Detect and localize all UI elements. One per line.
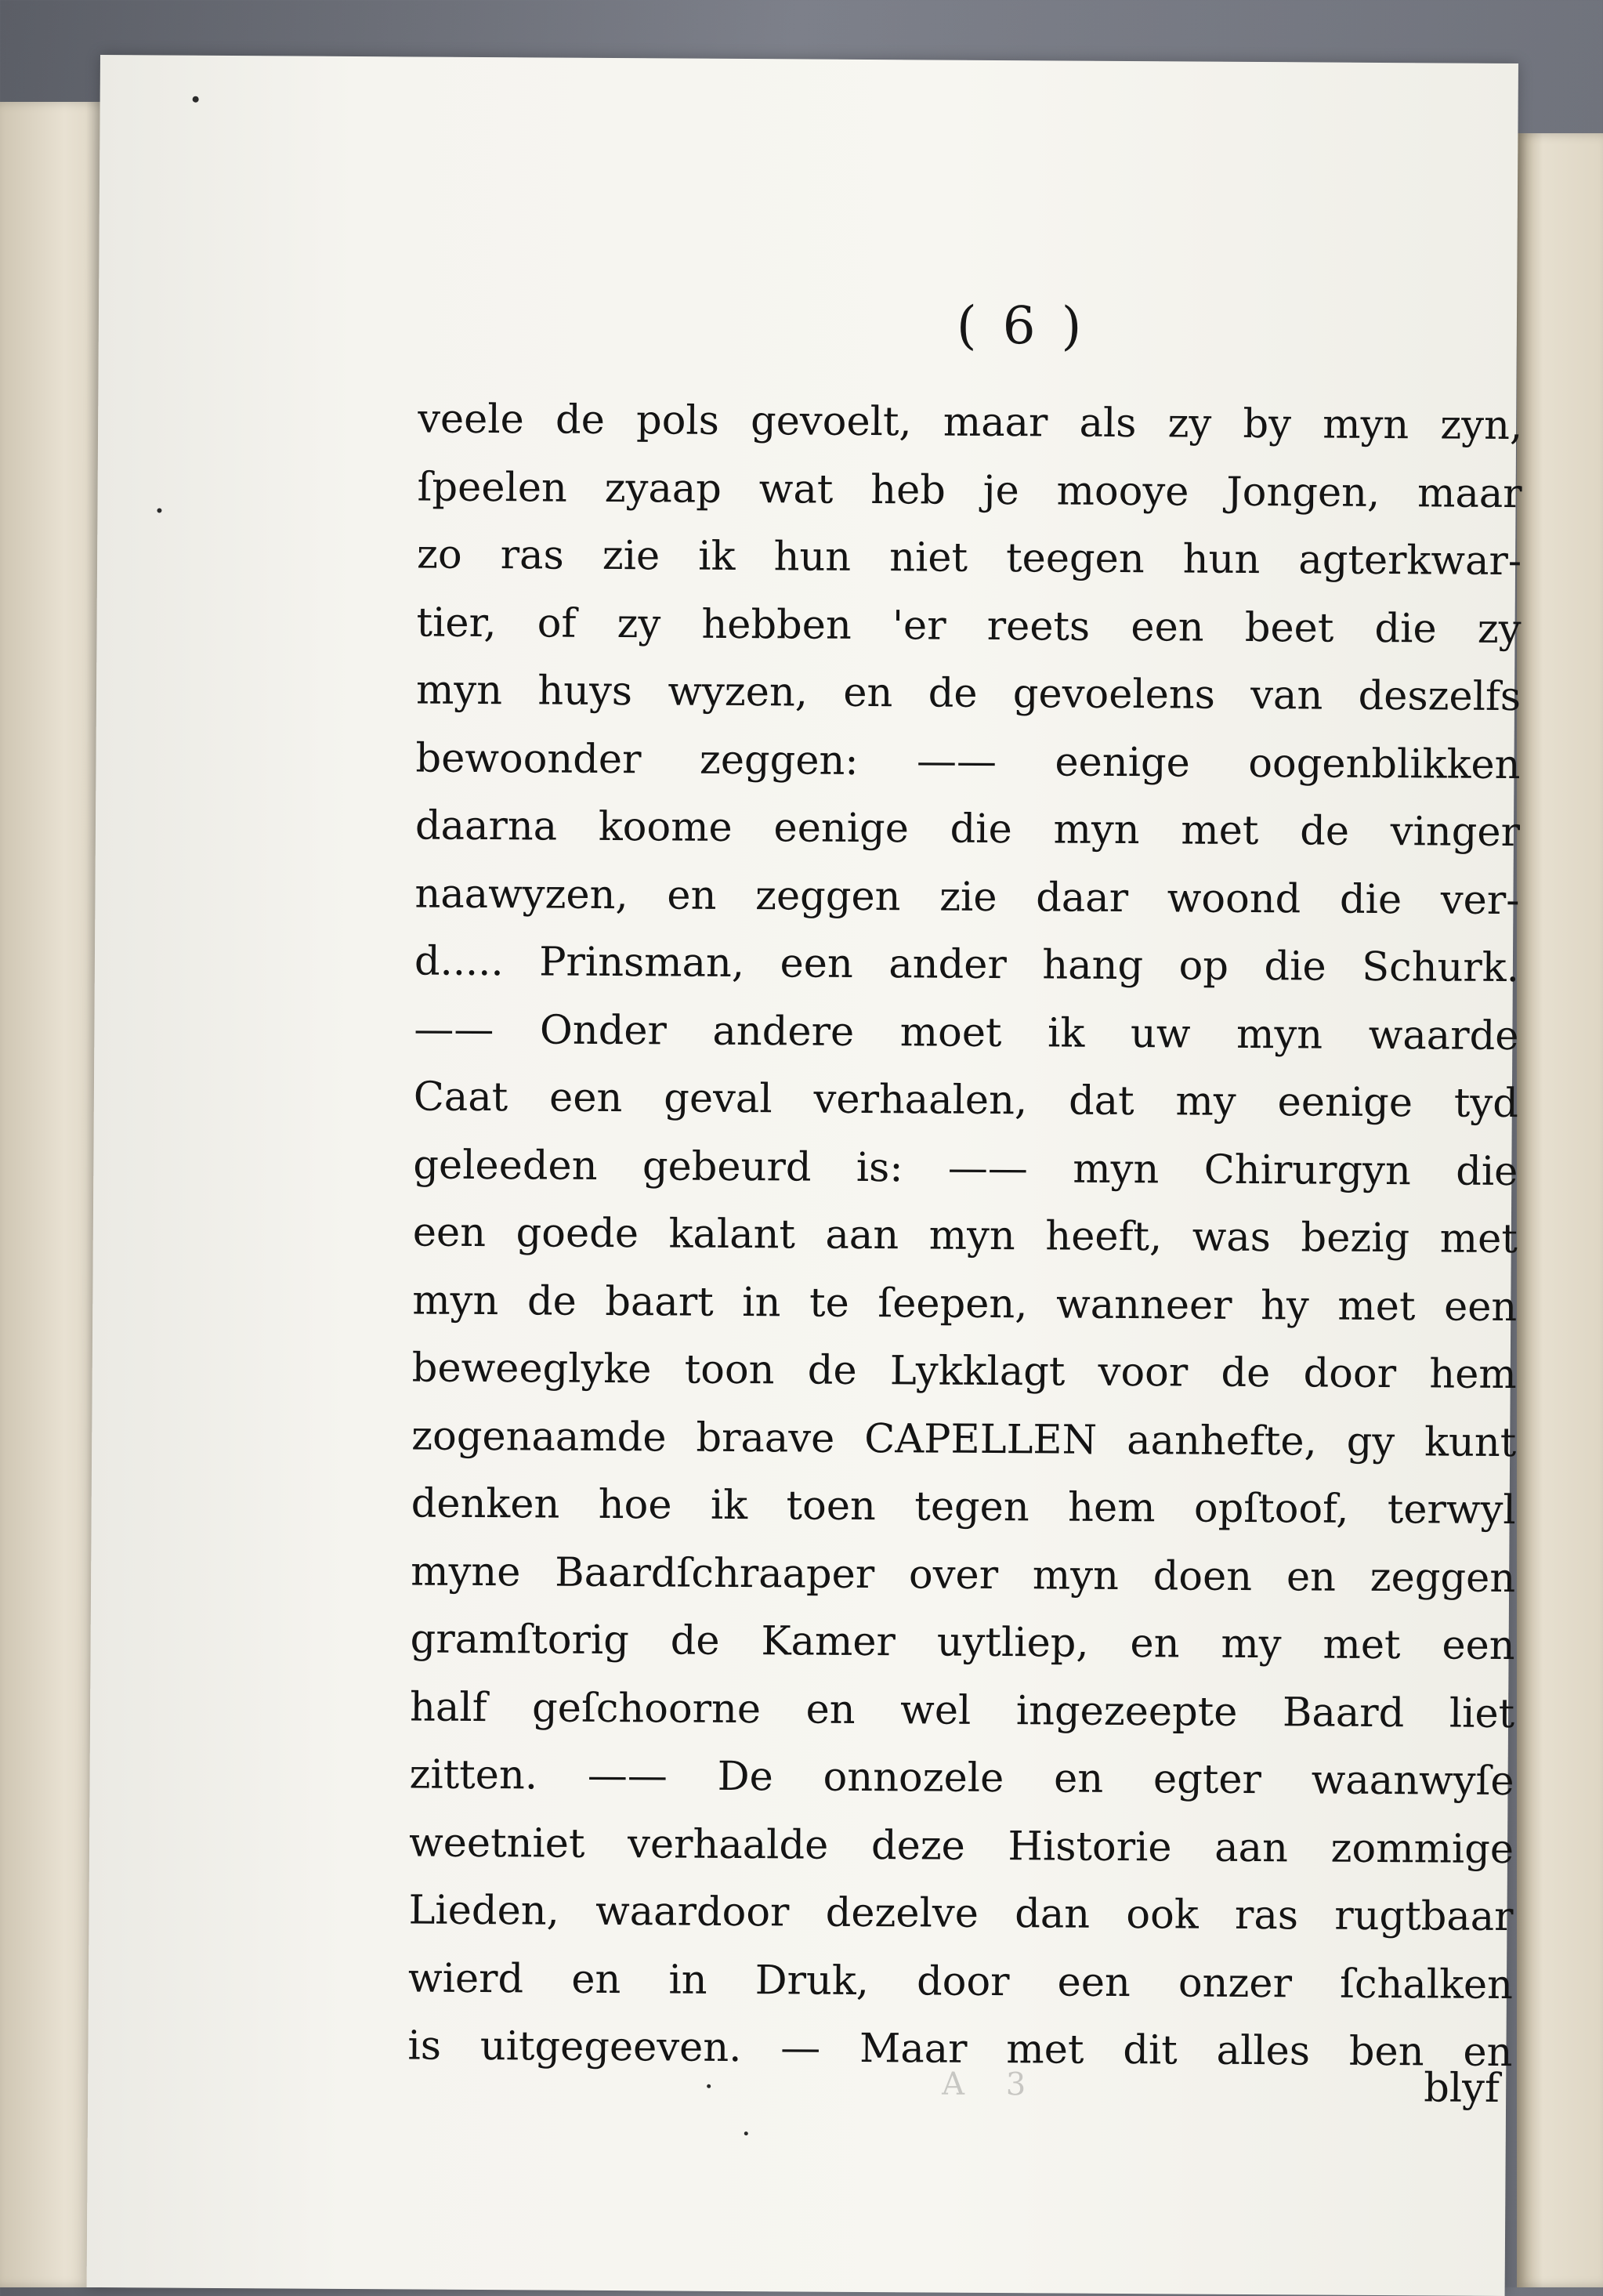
text-line: tier, of zy hebben 'er reets een beet die zy bbox=[416, 599, 1522, 653]
text-line: myne Baardſchraaper over myn doen en zeggen bbox=[411, 1548, 1516, 1602]
text-line: ſpeelen zyaap wat heb je mooye Jongen, maar bbox=[417, 463, 1522, 517]
page-number: ( 6 ) bbox=[956, 295, 1087, 357]
signature-mark: A 3 bbox=[942, 2066, 1042, 2103]
catchword: blyf bbox=[1424, 2065, 1500, 2112]
book-page bbox=[87, 55, 1523, 2296]
text-line: weetniet verhaalde deze Historie aan zommige bbox=[408, 1819, 1514, 1873]
text-line: beweeglyke toon de Lykklagt voor de door hem bbox=[411, 1345, 1517, 1399]
text-line: d..... Prinsman, een ander hang op die Schurk. bbox=[414, 938, 1520, 992]
text-line: veele de pols gevoelt, maar als zy by myn zyn, bbox=[417, 396, 1523, 450]
text-line: zogenaamde braave CAPELLEN aanhefte, gy kunt bbox=[411, 1412, 1517, 1466]
ink-speck bbox=[744, 2131, 748, 2135]
text-line: zitten. —— De onnozele en egter waanwyſe bbox=[409, 1751, 1514, 1805]
text-line: wierd en in Druk, door een onzer ſchalken bbox=[407, 1954, 1514, 2008]
text-line: naawyzen, en zeggen zie daar woond die ver- bbox=[414, 870, 1520, 924]
text-line: daarna koome eenige die myn met de vinger bbox=[414, 802, 1521, 856]
text-line: een goede kalant aan myn heeft, was bezig met bbox=[412, 1209, 1518, 1263]
ink-speck bbox=[193, 96, 199, 103]
text-line: denken hoe ik toen tegen hem opſtoof, terwyl bbox=[411, 1480, 1516, 1534]
text-line: half geſchoorne en wel ingezeepte Baard liet bbox=[409, 1683, 1515, 1737]
text-line: zo ras zie ik hun niet teegen hun agterkwar- bbox=[416, 531, 1522, 585]
text-line: myn de baart in te ſeepen, wanneer hy met een bbox=[412, 1277, 1518, 1331]
text-line: Caat een geval verhaalen, dat my eenige tyd bbox=[413, 1074, 1519, 1128]
text-line: —— Onder andere moet ik uw myn waarde bbox=[414, 1005, 1519, 1059]
text-line: myn huys wyzen, en de gevoelens van deszelfs bbox=[415, 667, 1522, 721]
text-line: geleeden gebeurd is: —— myn Chirurgyn die bbox=[413, 1141, 1518, 1195]
text-line: is uitgegeeven. — Maar met dit alles ben en bbox=[407, 2023, 1513, 2077]
next-pages-edge bbox=[1517, 133, 1603, 2287]
page-text bbox=[407, 386, 1522, 2087]
ink-speck bbox=[707, 2084, 711, 2088]
text-line: Lieden, waardoor dezelve dan ook ras rugtbaar bbox=[408, 1887, 1514, 1941]
text-line: bewoonder zeggen: —— eenige oogenblikken bbox=[415, 734, 1521, 788]
ink-speck bbox=[157, 508, 161, 512]
text-line: gramſtorig de Kamer uytliep, en my met een bbox=[410, 1616, 1515, 1670]
